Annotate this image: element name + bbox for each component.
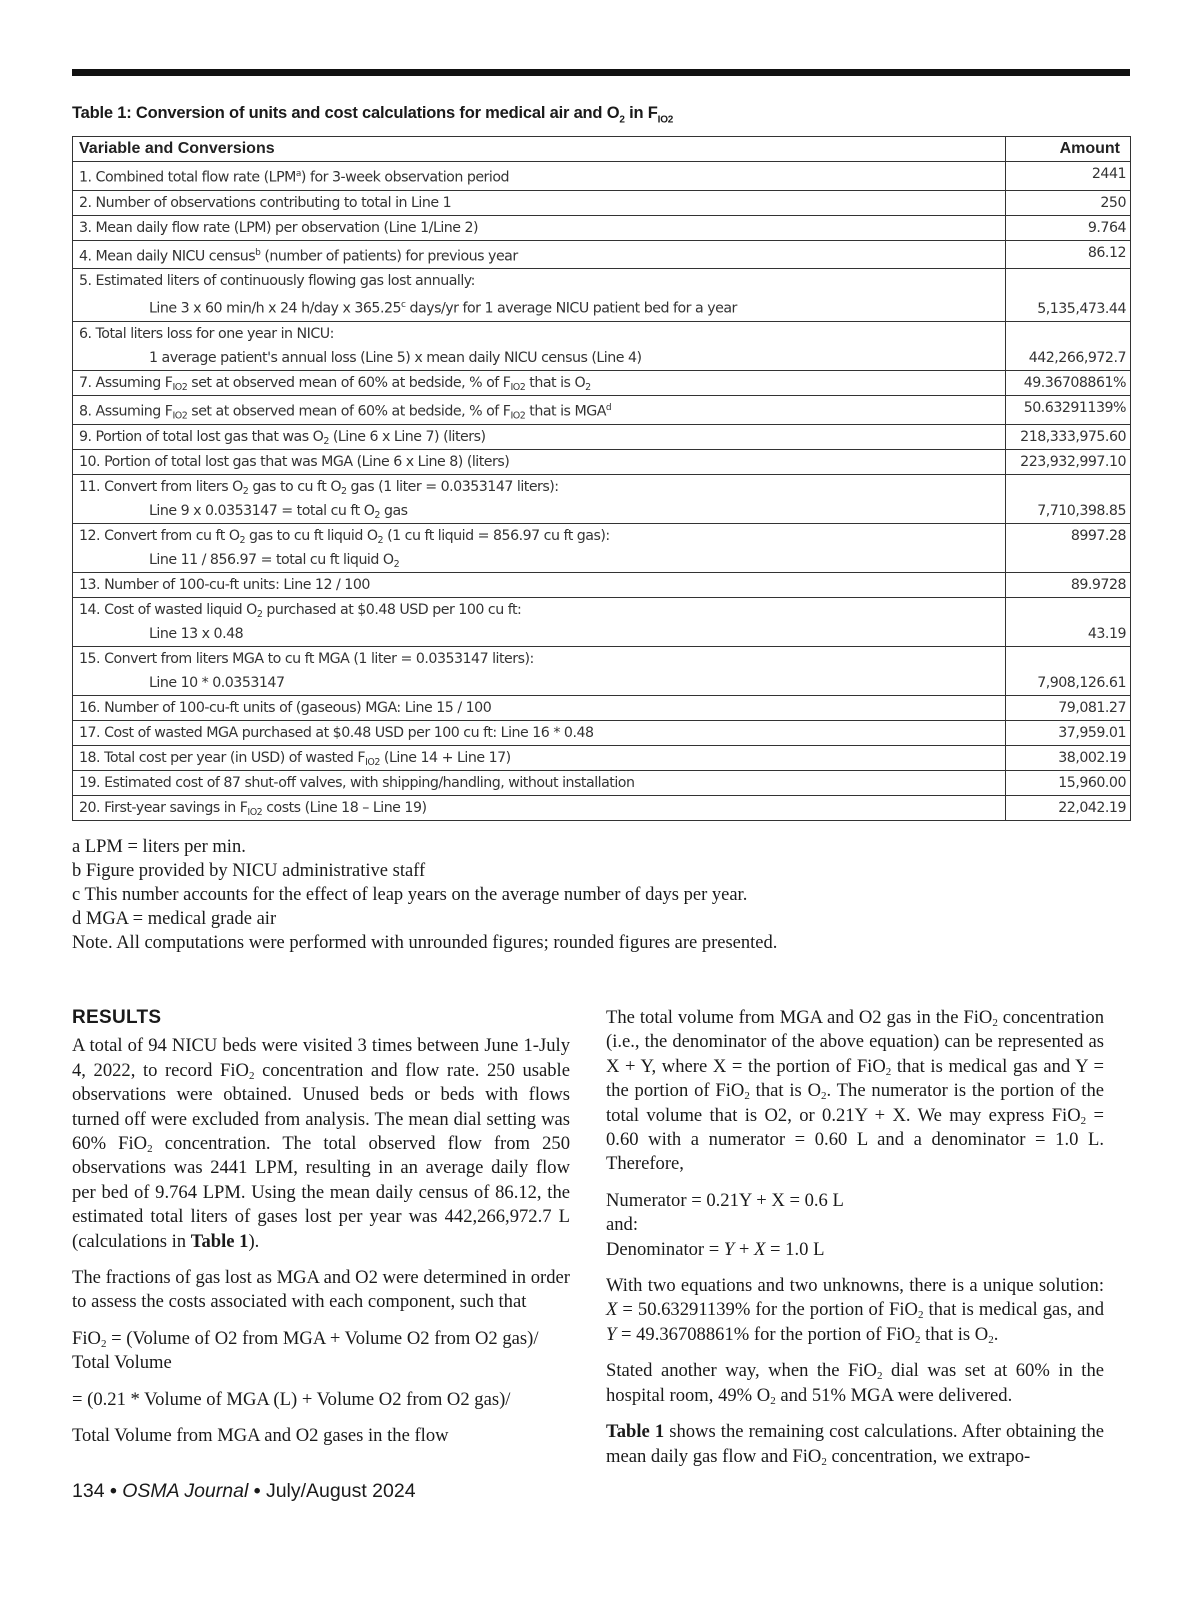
row-amount: 223,932,997.10 — [1006, 449, 1131, 474]
row-amount: 8997.28 — [1006, 523, 1131, 572]
row-amount: 2441 — [1006, 162, 1131, 191]
row-variable: 8. Assuming $F_{IO2}$ set at observed mean of 60% at bedside, % of $F_{IO2}$ that is MGA$^d$ — [73, 396, 1006, 425]
row-variable: 4. Mean daily NICU census$^b$ (number of patients) for previous year — [73, 240, 1006, 269]
header-variable: Variable and Conversions — [73, 137, 1006, 162]
row-variable: 2. Number of observations contributing to total in Line 1 — [73, 190, 1006, 215]
table-row — [73, 695, 1131, 720]
row-variable: 10. Portion of total lost gas that was MGA (Line 6 x Line 8) (liters) — [73, 449, 1006, 474]
row-amount: 38,002.19 — [1006, 745, 1131, 770]
footnote-d: d MGA = medical grade air — [72, 909, 277, 929]
row-amount: 7,710,398.85 — [1006, 474, 1131, 523]
row-amount: 7,908,126.61 — [1006, 646, 1131, 695]
results-paragraph: A total of 94 NICU beds were visited 3 times between June 1-July 4, 2022, to record FiO$_2$ concentration and flow rate. 250 usable observations were obtained. Unused beds or beds with flows turned off were excluded from analysis. The mean dial setting was 60% FiO$_2$ concentration. The total observed flow from 250 observations was 2441 LPM, resulting in an average daily flow per bed of 9.764 LPM. Using the mean daily census of 86.12, the estimated total liters of gases lost per year was 442,266,972.7 L (calculations in Table 1). — [72, 1035, 570, 1252]
row-variable: 15. Convert from liters MGA to cu ft MGA (1 liter = 0.0353147 liters): Line 10 * 0.0353147 — [73, 646, 1006, 695]
table-row — [73, 162, 1131, 191]
row-variable: 18. Total cost per year (in USD) of wasted $F_{IO2}$ (Line 14 + Line 17) — [73, 745, 1006, 770]
row-variable: 1. Combined total flow rate (LPM$^a$) for 3-week observation period — [73, 162, 1006, 191]
fractions-paragraph: The fractions of gas lost as MGA and O2 were determined in order to assess the costs associated with each component, such that — [72, 1267, 570, 1313]
row-variable: 11. Convert from liters $O_2$ gas to cu ft $O_2$ gas (1 liter = 0.0353147 liters): Line 9 x 0.0353147 = total cu ft $O_2$ gas — [73, 474, 1006, 523]
table-row — [73, 449, 1131, 474]
row-variable: 6. Total liters loss for one year in NICU: 1 average patient's annual loss (Line 5) x mean daily NICU census (Line 4) — [73, 322, 1006, 371]
table-row — [73, 770, 1131, 795]
row-variable: 14. Cost of wasted liquid $O_2$ purchased at $0.48 USD per 100 cu ft: Line 13 x 0.48 — [73, 597, 1006, 646]
row-variable: 13. Number of 100-cu-ft units: Line 12 / 100 — [73, 572, 1006, 597]
row-variable: 12. Convert from cu ft $O_2$ gas to cu ft liquid $O_2$ (1 cu ft liquid = 856.97 cu ft gas): Line 11 / 856.97 = total cu ft liquid $O_2$ — [73, 523, 1006, 572]
equation-line3: Total Volume from MGA and O2 gases in the flow — [72, 1425, 449, 1447]
row-variable: 7. Assuming $F_{IO2}$ set at observed mean of 60% at bedside, % of $F_{IO2}$ that is $O_2$ — [73, 371, 1006, 396]
equation-denominator: Denominator = Y + X = 1.0 L — [606, 1238, 825, 1260]
table-row — [73, 720, 1131, 745]
header-amount: Amount — [1006, 137, 1131, 162]
row-variable: 9. Portion of total lost gas that was $O_2$ (Line 6 x Line 7) (liters) — [73, 424, 1006, 449]
table-row — [73, 371, 1131, 396]
table-row — [73, 215, 1131, 240]
row-amount: 37,959.01 — [1006, 720, 1131, 745]
row-variable: 17. Cost of wasted MGA purchased at $0.48 USD per 100 cu ft: Line 16 * 0.48 — [73, 720, 1006, 745]
equation-line2: = (0.21 * Volume of MGA (L) + Volume O2 from O2 gas)/ — [72, 1388, 511, 1410]
page-footer: 134 • OSMA Journal • July/August 2024 — [72, 1480, 416, 1502]
footnote-b: b Figure provided by NICU administrative staff — [72, 861, 426, 881]
row-variable: 19. Estimated cost of 87 shut-off valves, with shipping/handling, without installation — [73, 770, 1006, 795]
row-amount: 89.9728 — [1006, 572, 1131, 597]
table-row — [73, 190, 1131, 215]
footnote-a: a LPM = liters per min. — [72, 837, 246, 857]
row-amount: 15,960.00 — [1006, 770, 1131, 795]
table-ref-paragraph: Table 1 shows the remaining cost calculations. After obtaining the mean daily gas flow and FiO$_2$ concentration, we extrapo- — [606, 1421, 1104, 1468]
table-header-row — [73, 137, 1131, 162]
table-row — [73, 572, 1131, 597]
table-row — [73, 795, 1131, 820]
table-row — [73, 646, 1131, 695]
equation-numerator: Numerator = 0.21Y + X = 0.6 L — [606, 1189, 844, 1211]
row-amount: 442,266,972.7 — [1006, 322, 1131, 371]
row-amount: 22,042.19 — [1006, 795, 1131, 820]
equation-and: and: — [606, 1214, 639, 1236]
stated-paragraph: Stated another way, when the FiO$_2$ dial was set at 60% in the hospital room, 49% $O_2$ and 51% MGA were delivered. — [606, 1360, 1104, 1407]
table-row — [73, 474, 1131, 523]
right-column — [606, 1006, 1104, 1481]
row-variable: 20. First-year savings in $F_{IO2}$ costs (Line 18 – Line 19) — [73, 795, 1006, 820]
table-row — [73, 269, 1131, 322]
row-amount: 43.19 — [1006, 597, 1131, 646]
total-volume-paragraph: The total volume from MGA and O2 gas in the FiO$_2$ concentration (i.e., the denominator of the above equation) can be represented as X + Y, where X = the portion of FiO$_2$ that is medical gas and Y = the portion of FiO$_2$ that is $O_2$. The numerator is the portion of the total volume that is O2, or 0.21Y + X. We may express FiO$_2$ = 0.60 with a numerator = 0.60 L and a denominator = 1.0 L. Therefore, — [606, 1007, 1105, 1175]
row-amount: 250 — [1006, 190, 1131, 215]
table-row — [73, 396, 1131, 425]
row-amount: 50.63291139% — [1006, 396, 1131, 425]
table-row — [73, 597, 1131, 646]
table-caption: Table 1: Conversion of units and cost calculations for medical air and $O_2$ in $F_{IO2}$ — [72, 104, 674, 126]
conversion-table — [72, 136, 1131, 821]
row-variable: 3. Mean daily flow rate (LPM) per observation (Line 1/Line 2) — [73, 215, 1006, 240]
table-footnotes — [72, 835, 777, 955]
footnote-c: c This number accounts for the effect of leap years on the average number of days per year. — [72, 885, 748, 905]
solution-paragraph: With two equations and two unknowns, there is a unique solution: X = 50.63291139% for the portion of FiO$_2$ that is medical gas, and Y = 49.36708861% for the portion of FiO$_2$ that is $O_2$. — [606, 1275, 1104, 1346]
footnote-note: Note. All computations were performed with unrounded figures; rounded figures are presented. — [72, 933, 778, 953]
row-amount: 79,081.27 — [1006, 695, 1131, 720]
row-variable: 5. Estimated liters of continuously flowing gas lost annually: Line 3 x 60 min/h x 24 h/day x 365.25$^c$ days/yr for 1 average NICU patient bed for a year — [73, 269, 1006, 322]
table-row — [73, 745, 1131, 770]
table-row — [73, 523, 1131, 572]
table-row — [73, 240, 1131, 269]
row-amount: 49.36708861% — [1006, 371, 1131, 396]
results-heading: RESULTS — [72, 1007, 162, 1028]
left-column — [72, 1006, 570, 1461]
row-amount: 9.764 — [1006, 215, 1131, 240]
top-rule — [72, 69, 1130, 76]
equation-fio2: FiO$_2$ = (Volume of O2 from MGA + Volume O2 from O2 gas)/ Total Volume — [72, 1327, 539, 1374]
row-amount: 218,333,975.60 — [1006, 424, 1131, 449]
row-amount: 5,135,473.44 — [1006, 269, 1131, 322]
table-row — [73, 424, 1131, 449]
row-amount: 86.12 — [1006, 240, 1131, 269]
row-variable: 16. Number of 100-cu-ft units of (gaseous) MGA: Line 15 / 100 — [73, 695, 1006, 720]
table-row — [73, 322, 1131, 371]
